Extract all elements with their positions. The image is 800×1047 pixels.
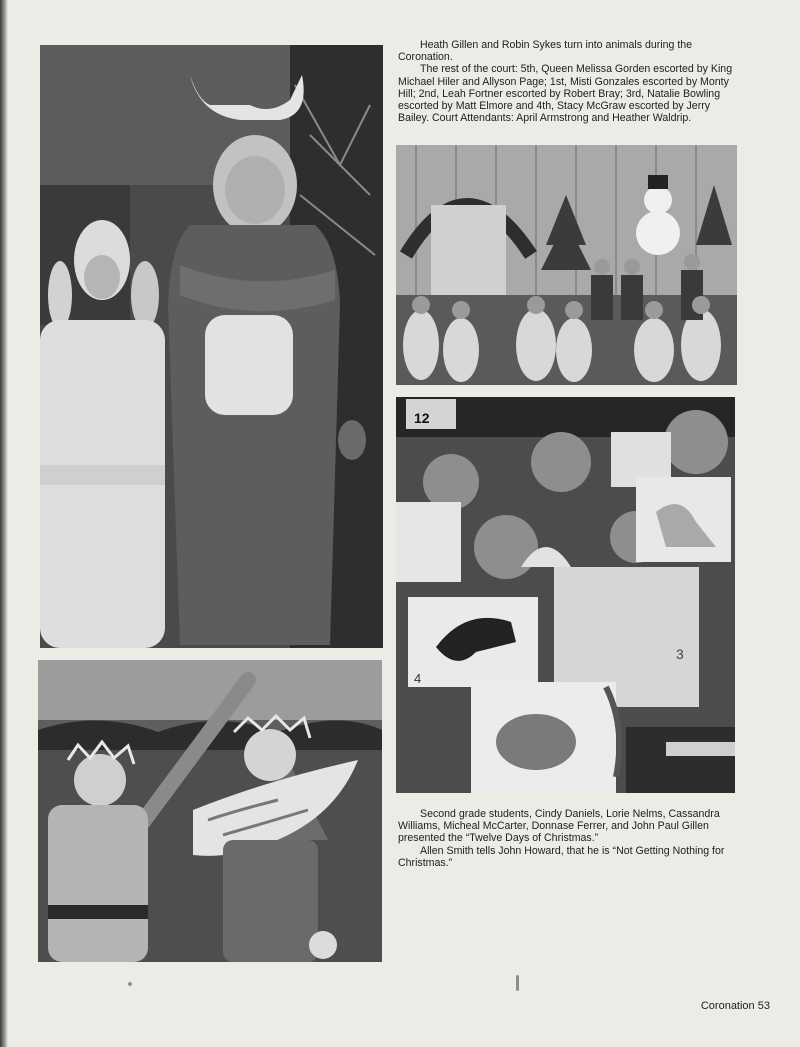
photo-coronation-court-image: [396, 145, 737, 385]
photo-not-getting-nothing: [38, 660, 382, 962]
card-number-3: 3: [676, 646, 684, 662]
paper-speck: [516, 975, 519, 991]
caption-second-grade-and-bat: [398, 808, 736, 869]
photo-animal-costumes: [40, 45, 383, 648]
page-binding-shadow: [0, 0, 8, 1047]
caption-court: The rest of the court: 5th, Queen Melissa Gorden escorted by King Michael Hiler and Allyson Page; 1st, Misti Gonzales escorted by Monty Hill; 2nd, Leah Fortner escorted by Robert Bray; 3rd, Natalie Bowling escorted by Matt Elmore and 4th, Stacy McGraw escorted by Jerry Bailey. Court Attendants: April Armstrong and Heather Waldrip.: [398, 63, 733, 125]
page-footer: [701, 1000, 770, 1012]
photo-not-getting-nothing-image: [38, 660, 382, 962]
paper-speck: [128, 982, 132, 986]
footer-page-number: 53: [757, 1000, 770, 1012]
photo-twelve-days-of-christmas: [396, 397, 735, 793]
caption-twelve-days: Second grade students, Cindy Daniels, Lorie Nelms, Cassandra Williams, Micheal McCarter, Donnase Ferrer, and John Paul Gillen presented the “Twelve Days of Christmas.”: [398, 808, 720, 845]
card-number-4: 4: [414, 671, 422, 686]
caption-animals-and-court: [398, 39, 736, 124]
photo-twelve-days-image: [396, 397, 735, 793]
footer-section: Coronation: [700, 1000, 755, 1012]
caption-not-getting-nothing: Allen Smith tells John Howard, that he is “Not Getting Nothing for Christmas.”: [398, 844, 725, 869]
card-number-12: 12: [414, 410, 430, 426]
caption-animals: Heath Gillen and Robin Sykes turn into animals during the Coronation.: [398, 39, 693, 64]
photo-coronation-court: [396, 145, 737, 385]
photo-animal-costumes-image: [40, 45, 383, 648]
